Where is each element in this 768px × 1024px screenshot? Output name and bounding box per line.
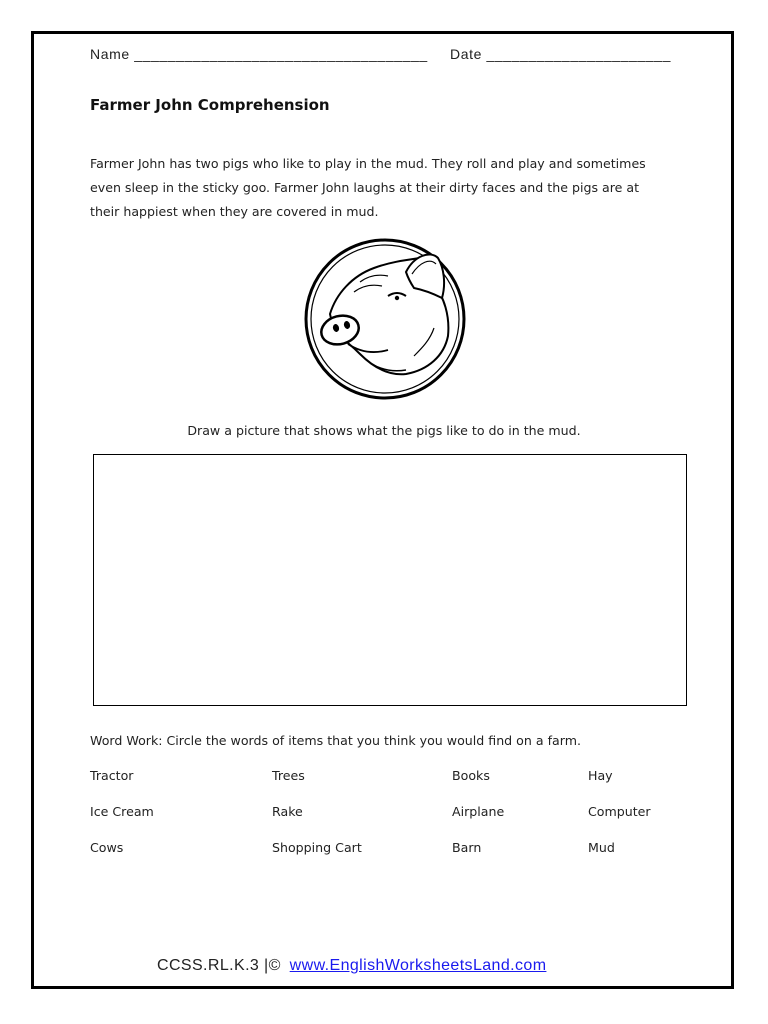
passage-line-3: their happiest when they are covered in mud. xyxy=(90,204,379,219)
word-barn[interactable]: Barn xyxy=(452,840,482,855)
footer-standard: CCSS.RL.K.3 |© xyxy=(157,957,281,974)
word-hay[interactable]: Hay xyxy=(588,768,613,783)
passage-line-1: Farmer John has two pigs who like to play in the mud. They roll and play and sometimes xyxy=(90,156,646,171)
footer xyxy=(157,957,546,975)
drawing-prompt: Draw a picture that shows what the pigs like to do in the mud. xyxy=(187,423,581,438)
word-tractor[interactable]: Tractor xyxy=(90,768,134,783)
passage-line-2: even sleep in the sticky goo. Farmer John laughs at their dirty faces and the pigs are at xyxy=(90,180,640,195)
name-field: Name ___________________________________ xyxy=(90,46,428,62)
word-ice-cream[interactable]: Ice Cream xyxy=(90,804,154,819)
word-shopping-cart[interactable]: Shopping Cart xyxy=(272,840,362,855)
worksheet-title: Farmer John Comprehension xyxy=(90,96,330,114)
word-work-instruction: Word Work: Circle the words of items that you think you would find on a farm. xyxy=(90,733,581,748)
word-books[interactable]: Books xyxy=(452,768,490,783)
date-field: Date ______________________ xyxy=(450,46,671,62)
word-mud[interactable]: Mud xyxy=(588,840,615,855)
pig-head-icon xyxy=(302,236,468,402)
word-cows[interactable]: Cows xyxy=(90,840,124,855)
drawing-area[interactable] xyxy=(93,454,687,706)
word-computer[interactable]: Computer xyxy=(588,804,651,819)
footer-website-link[interactable]: www.EnglishWorksheetsLand.com xyxy=(289,957,547,974)
word-airplane[interactable]: Airplane xyxy=(452,804,505,819)
reading-passage xyxy=(90,152,690,224)
word-trees[interactable]: Trees xyxy=(272,768,305,783)
word-rake[interactable]: Rake xyxy=(272,804,303,819)
